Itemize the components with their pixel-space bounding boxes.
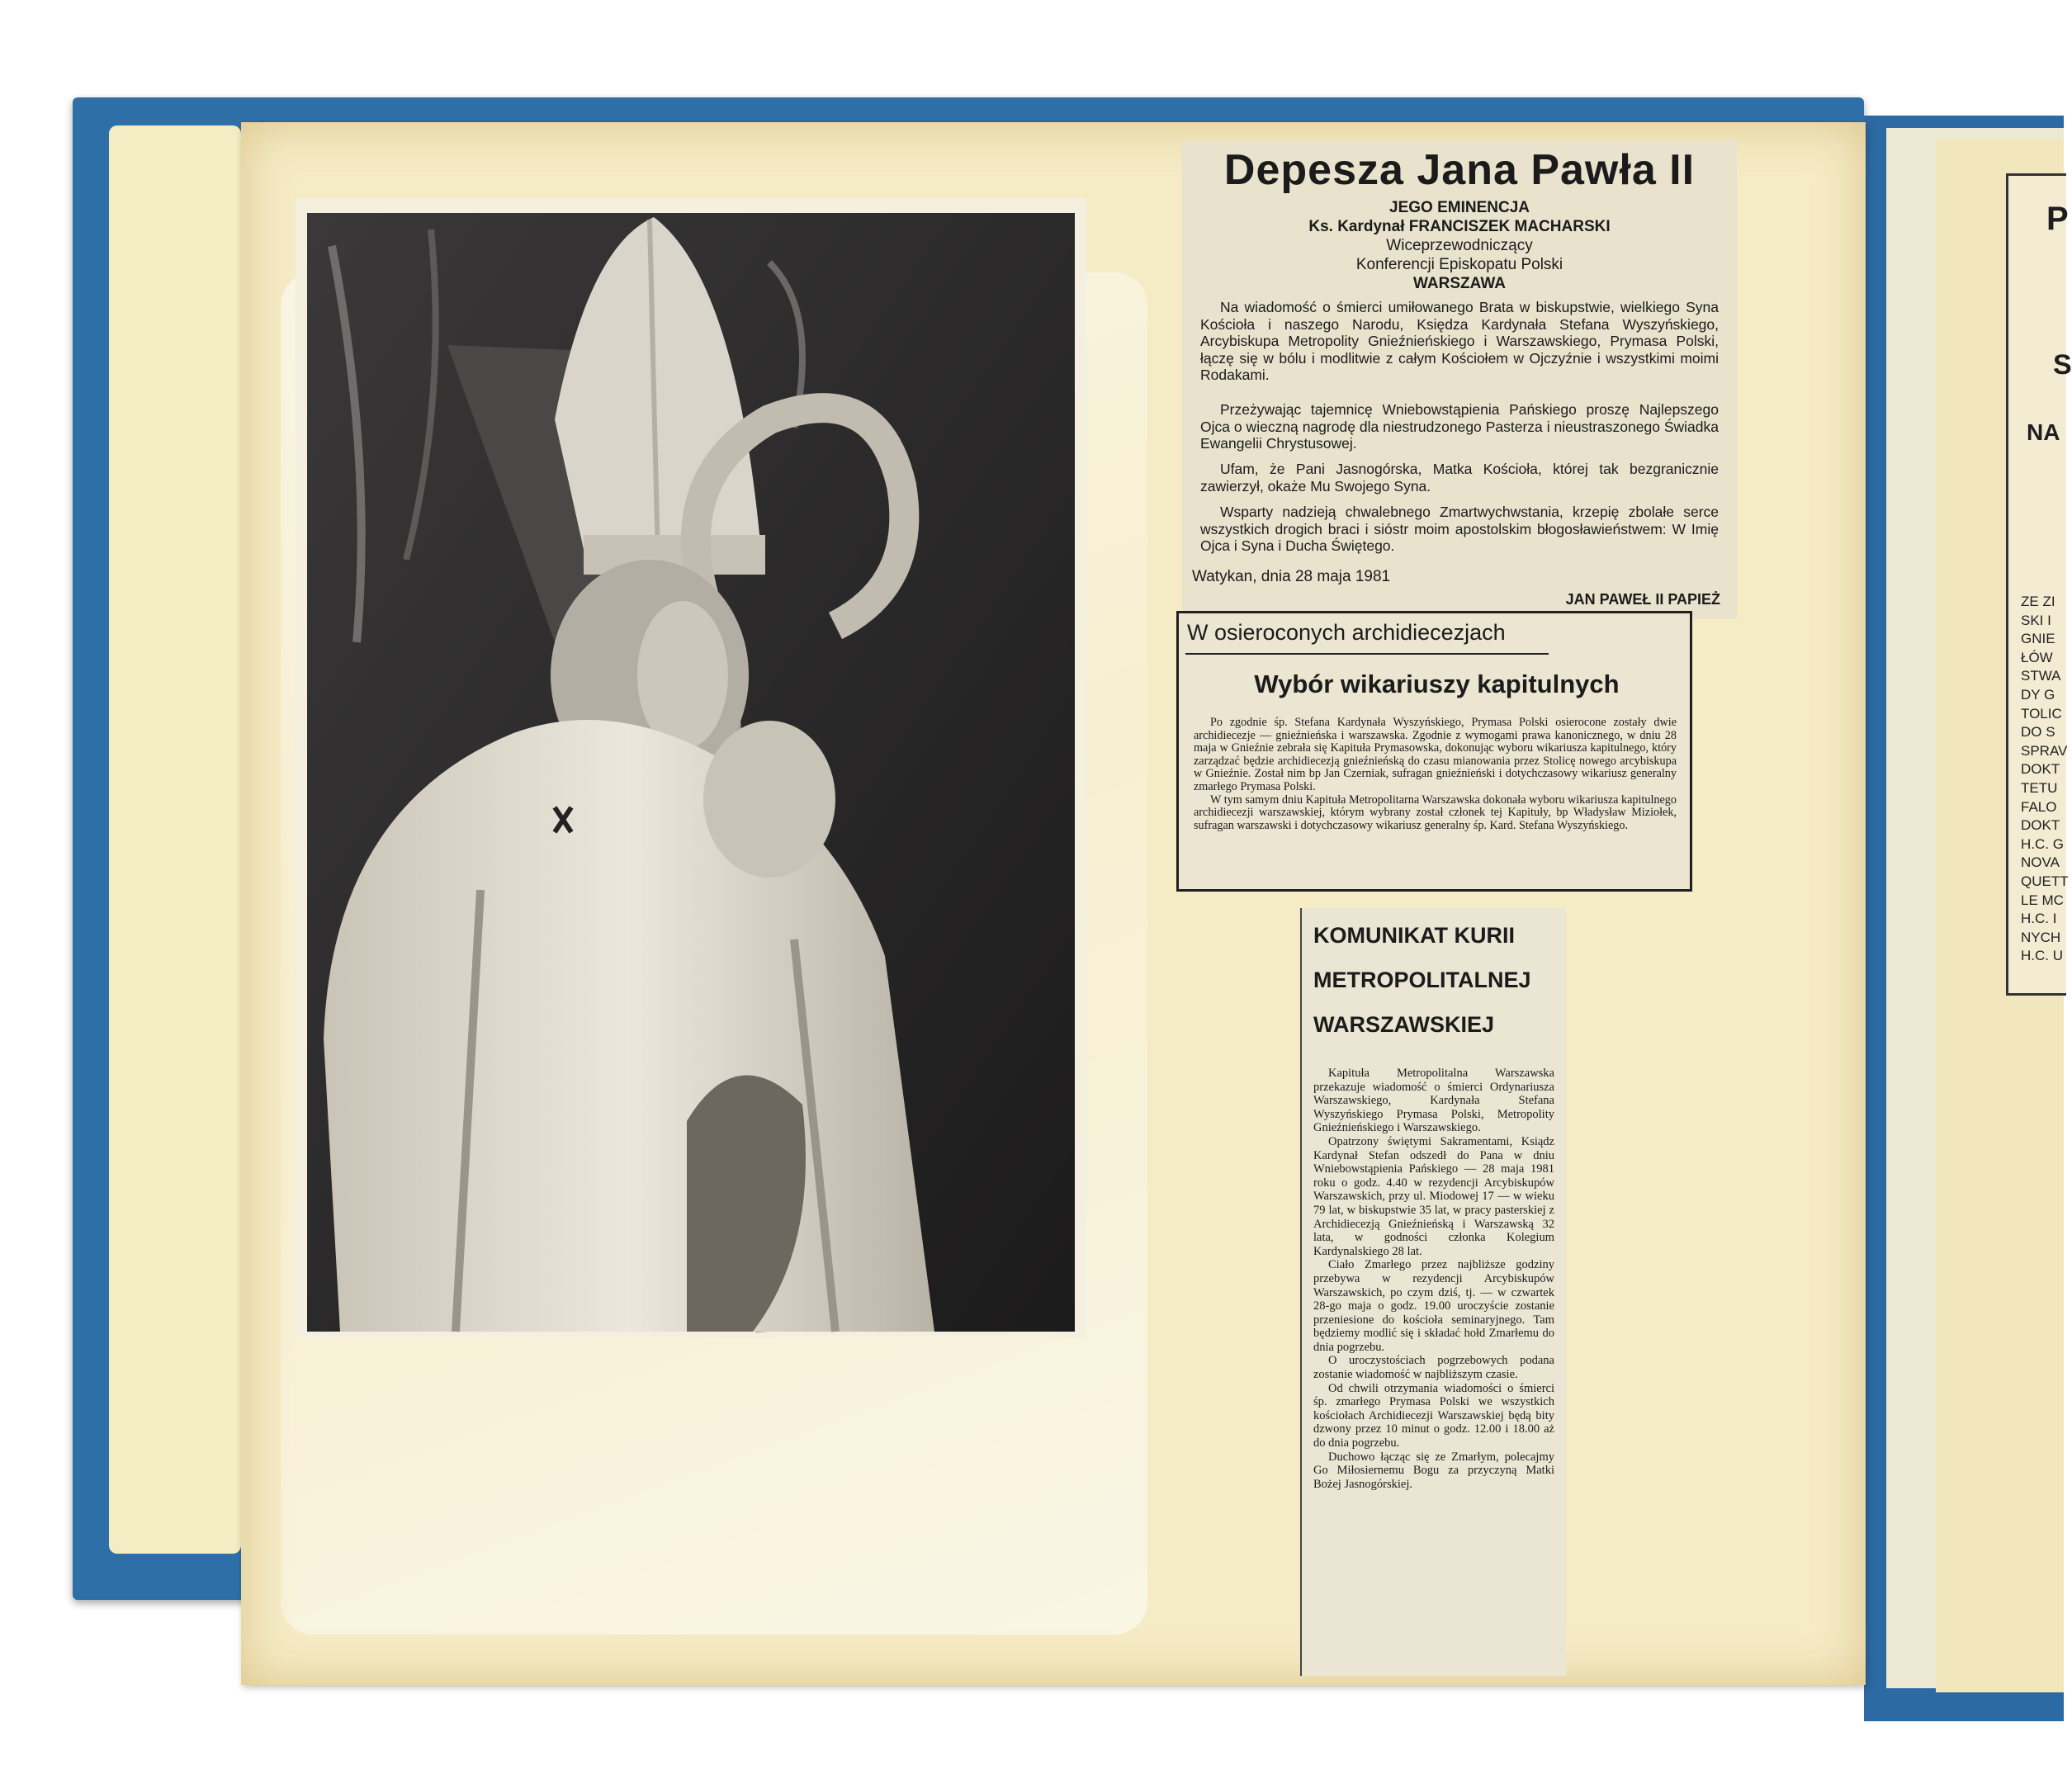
- depesza-paragraph: Ufam, że Pani Jasnogórska, Matka Kościoła, której tak bezgranicznie zawierzył, okaże Mu Swojego Syna.: [1200, 461, 1719, 495]
- komunikat-body: [1313, 1067, 1554, 1491]
- depesza-header-line: WARSZAWA: [1413, 275, 1506, 292]
- fragment-line: ZE ZI: [2021, 594, 2055, 609]
- komunikat-paragraph: Od chwili otrzymania wiadomości o śmierci śp. zmarłego Prymasa Polski we wszystkich kościołach Archidiecezji Warszawskiej będą bity dzwony przez 10 minut o godz. 12.00 i 18.00 aż do dnia pogrzebu.: [1313, 1381, 1554, 1450]
- komunikat-title: [1313, 913, 1561, 1047]
- clipping-komunikat-kurii: [1300, 908, 1566, 1676]
- fragment-line: DOKT: [2021, 817, 2060, 834]
- depesza-paragraph: Przeżywając tajemnicę Wniebowstąpienia Pańskiego proszę Najlepszego Ojca o wieczną nagrodę dla niestrudzonego Pasterza i nieustraszonego Świadka Ewangelii Chrystusowej.: [1200, 401, 1719, 452]
- komunikat-title-line: METROPOLITALNEJ: [1313, 968, 1531, 992]
- fragment-line: DO S: [2021, 724, 2055, 741]
- fragment-line: TETU: [2021, 779, 2058, 796]
- wybor-paragraph: W tym samym dniu Kapituła Metropolitarna Warszawska dokonała wyboru wikariusza kapitulnego archidiecezji warszawskiej, którym wybrany został członek tej Kapituły, bp Władysław Miziołek, sufragan warszawski i dotychczasowy wikariusz generalny śp. Kard. Stefana Wyszyńskiego.: [1194, 793, 1677, 832]
- fragment-letter-mid: S: [2053, 349, 2072, 381]
- fragment-line: DOKT: [2021, 761, 2060, 778]
- depesza-signature: JAN PAWEŁ II PAPIEŻ: [1565, 591, 1720, 608]
- depesza-header-line: Wiceprzewodniczący: [1386, 237, 1533, 254]
- wybor-kicker: W osieroconych archidiecezjach: [1187, 620, 1506, 645]
- fragment-line: DY G: [2021, 686, 2055, 703]
- komunikat-title-line: KOMUNIKAT KURII: [1313, 923, 1515, 948]
- komunikat-paragraph: O uroczystościach pogrzebowych podana zostanie wiadomość w najbliższym czasie.: [1313, 1354, 1554, 1382]
- depesza-title: Depesza Jana Pawła II: [1223, 146, 1696, 194]
- clipping-depesza: [1182, 140, 1737, 619]
- fragment-line: FALO: [2021, 798, 2057, 815]
- komunikat-paragraph: Ciało Zmarłego przez najbliższe godziny przebywa w rezydencji Arcybiskupów Warszawskich, po czym dziś, tj. — w czwartek 28-go maja o godz. 19.00 uroczyście zostanie przeniesione do kościoła seminaryjnego. Tam będziemy modlić się i składać hołd Zmarłemu do dnia pogrzebu.: [1313, 1258, 1554, 1354]
- fragment-line: H.C. I: [2021, 911, 2057, 927]
- komunikat-paragraph: Kapituła Metropolitalna Warszawska przekazuje wiadomość o śmierci Ordynariusza Warszawskiego, Kardynała Stefana Wyszyńskiego Prymasa Polski, Metropolity Gnieźnieńskiego i Warszawskiego.: [1313, 1067, 1554, 1135]
- fragment-line: GNIE: [2021, 631, 2055, 647]
- fragment-line: TOLIC: [2021, 705, 2062, 722]
- clipping-wybor-wikariuszy: [1176, 611, 1692, 892]
- fragment-line: ŁÓW: [2021, 649, 2053, 665]
- right-page-text-lines: [2021, 593, 2069, 966]
- fragment-line: LE MC: [2021, 892, 2064, 908]
- fragment-line: STWA: [2021, 668, 2061, 684]
- depesza-header-line: Ks. Kardynał FRANCISZEK MACHARSKI: [1308, 218, 1611, 235]
- fragment-line: SKI I: [2021, 612, 2051, 628]
- fragment-line: H.C. U: [2021, 948, 2063, 964]
- fragment-line: SPRAV: [2021, 742, 2068, 759]
- fragment-letter-top: P: [2046, 201, 2069, 237]
- komunikat-title-line: WARSZAWSKIEJ: [1313, 1012, 1495, 1037]
- depesza-header-line: Konferencji Episkopatu Polski: [1355, 256, 1563, 273]
- wybor-body: [1194, 717, 1677, 832]
- depesza-paragraph: Na wiadomość o śmierci umiłowanego Brata w biskupstwie, wielkiego Syna Kościoła i naszego Narodu, Księdza Kardynała Stefana Wyszyńskiego, Arcybiskupa Metropolity Gnieźnieńskiego i Warszawskiego, Prymasa Polski, łączę się w bólu i modlitwie z całym Kościołem w Ojczyźnie i wszystkimi moimi Rodakami.: [1200, 299, 1719, 383]
- fragment-line: H.C. G: [2021, 835, 2064, 852]
- wybor-headline: Wybór wikariuszy kapitulnych: [1254, 670, 1620, 698]
- cardinal-photograph: [307, 213, 1075, 1332]
- fragment-word: NA: [2027, 419, 2060, 445]
- depesza-place-date: Watykan, dnia 28 maja 1981: [1192, 568, 1391, 585]
- depesza-header-line: JEGO EMINENCJA: [1389, 199, 1530, 216]
- fragment-line: QUETT: [2021, 873, 2069, 889]
- komunikat-paragraph: Opatrzony świętymi Sakramentami, Ksiądz Kardynał Stefan odszedł do Pana w dniu Wniebowstąpienia Pańskiego — 28 maja 1981 roku o godz. 4.40 w rezydencji Arcybiskupów Warszawskich, przy ul. Miodowej 17 — w wieku 79 lat, w biskupstwie 35 lat, w pracy pasterskiej z Archidiecezją Gnieźnieńską i Warszawską 32 lata, w godności członka Kolegium Kardynalskiego 28 lat.: [1313, 1134, 1554, 1258]
- wybor-rule: [1185, 653, 1549, 655]
- fragment-line: NOVA: [2021, 854, 2060, 871]
- album-inner-spine: [109, 125, 241, 1554]
- komunikat-paragraph: Duchowo łącząc się ze Zmarłym, polecajmy Go Miłosiernemu Bogu za przyczyną Matki Bożej Jasnogórskiej.: [1313, 1450, 1554, 1491]
- fragment-line: NYCH: [2021, 929, 2061, 945]
- depesza-paragraph: Wsparty nadzieją chwalebnego Zmartwychwstania, krzepię zbolałe serce wszystkich drogich braci i sióstr moim apostolskim błogosławieństwem: W Imię Ojca i Syna i Ducha Świętego.: [1200, 504, 1719, 554]
- wybor-paragraph: Po zgodnie śp. Stefana Kardynała Wyszyńskiego, Prymasa Polski osierocone zostały dwie archidiecezje — gnieźnieńska i warszawska. Zgodnie z wymogami prawa kanonicznego, w dniu 28 maja w Gnieźnie zebrała się Kapituła Prymasowska, dokonując wyboru wikariusza kapitulnego, który zarządzać będzie archidiecezją gnieźnieńską do czasu mianowania przez Stolicę nowego arcybiskupa w Gnieźnie. Został nim bp Jan Czerniak, sufragan gnieźnieński i dotychczasowy wikariusz generalny zmarłego Prymasa Polski.: [1194, 716, 1677, 793]
